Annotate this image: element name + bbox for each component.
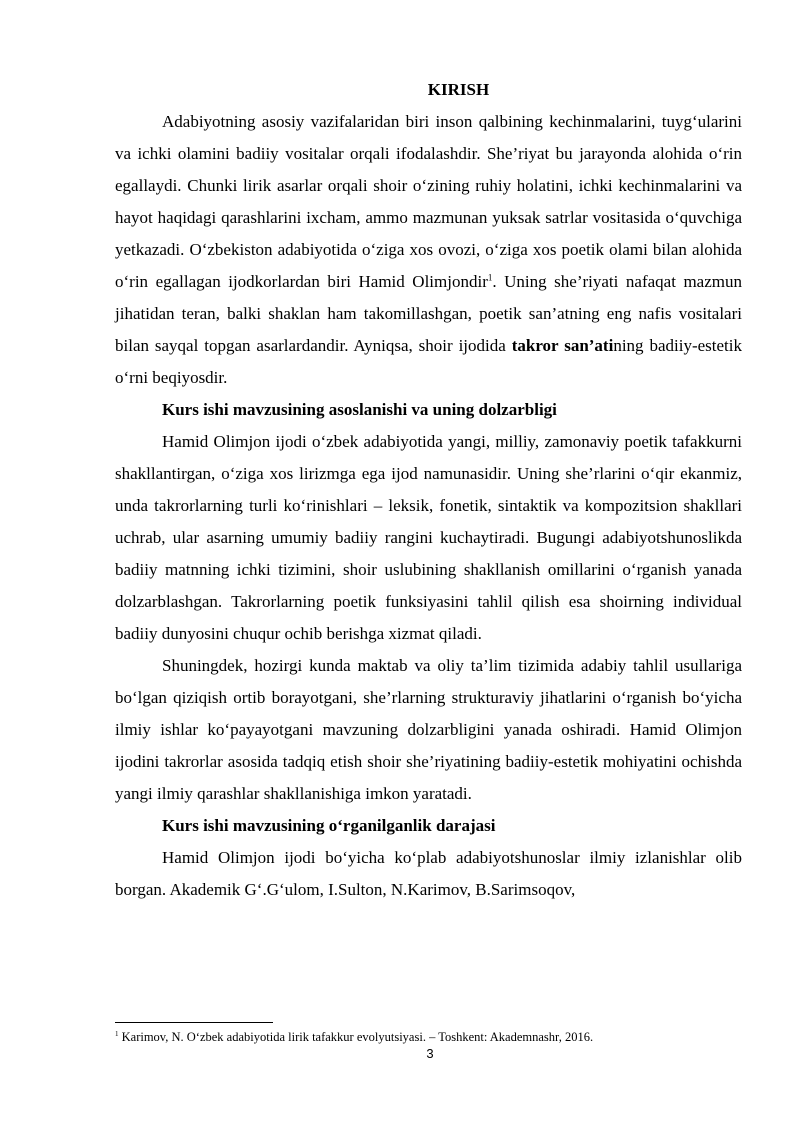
footnote-divider: [115, 1022, 273, 1023]
emphasis-term: takror san’ati: [511, 336, 614, 355]
footnote: [115, 1029, 742, 1045]
intro-text-part-1: Adabiyotning asosiy vazifalaridan biri inson qalbining kechinmalarini, tuyg‘ularini va ichki olamini badiiy vositalar orqali ifodalashdir. She’riyat bu jarayonda alohida o‘rin egallaydi. Chunki lirik asarlar orqali shoir o‘zining ruhiy holatini, ichki kechinmalarini va hayot haqidagi qarashlarini ixcham, ammo mazmunan yuksak satrlar vositasida o‘quvchiga yetkazadi. O‘zbekiston adabiyotida o‘ziga xos ovozi, o‘ziga xos poetik olami bilan alohida o‘rin egallagan ijodkorlardan biri Hamid Olimjondir: [115, 112, 742, 291]
footnote-marker: 1: [115, 1029, 119, 1038]
intro-text-part-3: ning badiiy-estetik o‘rni beqiyosdir.: [115, 336, 742, 387]
page-number: 3: [426, 1046, 434, 1061]
section-heading-relevance: Kurs ishi mavzusining asoslanishi va uning dolzarbligi: [162, 400, 557, 419]
intro-text-part-2: . Uning she’riyati nafaqat mazmun jihatidan teran, balki shaklan ham takomillashgan, poetik san’atning eng nafis vositalari bilan sayqal topgan asarlardandir. Ayniqsa, shoir ijodida: [115, 272, 742, 355]
footnote-text: Karimov, N. O‘zbek adabiyotida lirik tafakkur evolyutsiyasi. – Toshkent: Akademnashr, 2016.: [118, 1030, 594, 1044]
relevance-paragraph-2: Shuningdek, hozirgi kunda maktab va oliy ta’lim tizimida adabiy tahlil usullariga bo‘lgan qiziqish ortib borayotgani, she’rlarning strukturaviy jihatlarini o‘rganish bo‘yicha ilmiy ishlar ko‘payayotgani mavzuning dolzarbligini yanada oshiradi. Hamid Olimjon ijodini takrorlar asosida tadqiq etish shoir she’riyatining badiiy-estetik mohiyatini ochishda yangi ilmiy qarashlar shakllanishiga imkon yaratadi.: [115, 656, 742, 803]
study-level-paragraph: Hamid Olimjon ijodi bo‘yicha ko‘plab adabiyotshunoslar ilmiy izlanishlar olib borgan. Akademik G‘.G‘ulom, I.Sulton, N.Karimov, B.Sarimsoqov,: [115, 848, 742, 899]
page-title: KIRISH: [427, 80, 490, 99]
page-body: [115, 74, 742, 906]
relevance-paragraph-1: Hamid Olimjon ijodi o‘zbek adabiyotida yangi, milliy, zamonaviy poetik tafakkurni shakllantirgan, o‘ziga xos lirizmga ega ijod namunasidir. Uning she’rlarini o‘qir ekanmiz, unda takrorlarning turli ko‘rinishlari – leksik, fonetik, sintaktik va kompozitsion shakllari uchrab, ular asarning umumiy badiiy rangini kuchaytiradi. Bugungi adabiyotshunoslikda badiiy matnning ichki tizimini, shoir uslubining shakllanish omillarini o‘rganish yanada dolzarblashgan. Takrorlarning poetik funksiyasini tahlil qilish esa shoirning individual badiiy dunyosini chuqur ochib berishga xizmat qiladi.: [115, 432, 742, 643]
section-heading-study-level: Kurs ishi mavzusining o‘rganilganlik darajasi: [162, 816, 496, 835]
intro-paragraph: [115, 106, 742, 394]
footnote-reference[interactable]: 1: [487, 272, 493, 283]
